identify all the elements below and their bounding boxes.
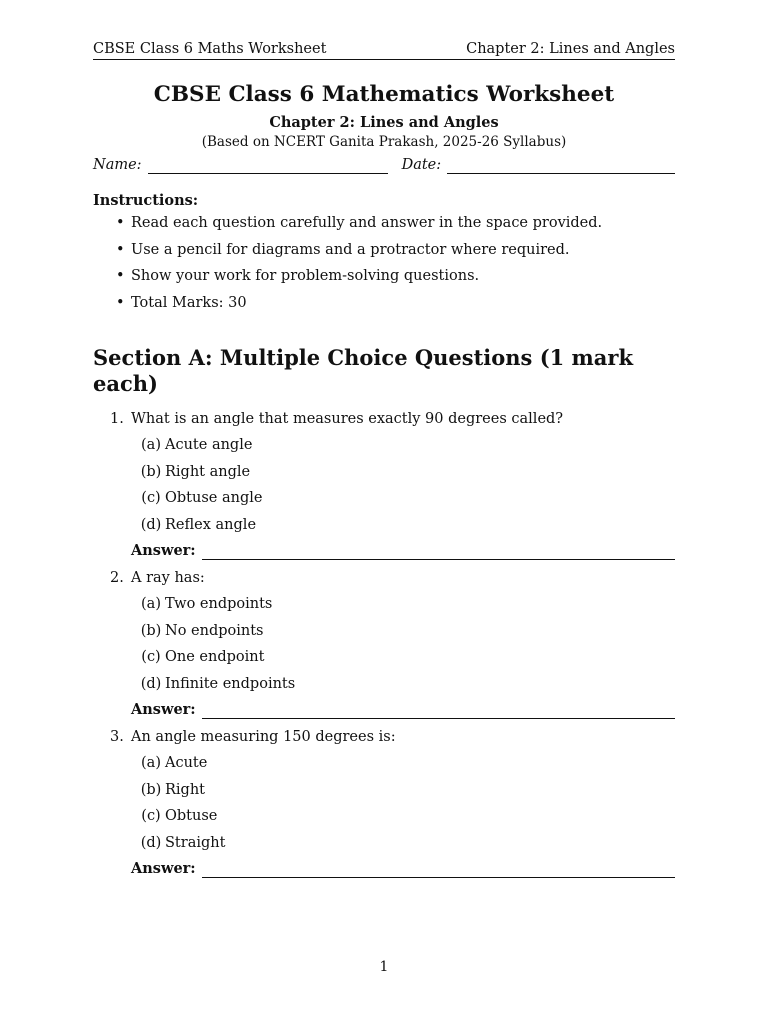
option-list [93, 595, 675, 693]
answer-row [93, 860, 675, 878]
option-letter: (a) [141, 437, 161, 453]
instruction-item [93, 214, 675, 232]
option-b [93, 781, 675, 799]
option-letter: (c) [141, 649, 161, 665]
bullet-icon: • [116, 294, 125, 311]
option-letter: (b) [140, 781, 162, 798]
instruction-text: Show your work for problem-solving questions. [131, 268, 480, 284]
bullet-icon: • [116, 241, 125, 258]
option-text: Acute angle [165, 437, 253, 453]
answer-row [93, 542, 675, 560]
option-d [93, 675, 675, 693]
instruction-item [93, 241, 675, 259]
question-1 [93, 410, 675, 561]
answer-label: Answer: [131, 860, 196, 877]
instructions-list [93, 214, 675, 312]
instruction-text: Read each question carefully and answer in the space provided. [131, 215, 603, 231]
instruction-text: Use a pencil for diagrams and a protractor where required. [131, 241, 570, 258]
option-list [93, 436, 675, 534]
option-a [93, 754, 675, 772]
header-left-text: CBSE Class 6 Maths Worksheet [93, 41, 327, 57]
option-letter: (a) [141, 755, 161, 771]
answer-field[interactable] [202, 704, 675, 719]
question-number: 3. [110, 728, 124, 745]
option-c [93, 489, 675, 507]
option-text: Infinite endpoints [165, 675, 296, 692]
option-c [93, 648, 675, 666]
date-field[interactable] [447, 159, 675, 174]
answer-label: Answer: [131, 701, 196, 718]
option-c [93, 807, 675, 825]
option-letter: (c) [141, 490, 161, 506]
name-date-row [93, 156, 675, 174]
option-text: Obtuse angle [165, 490, 263, 506]
instructions-heading: Instructions: [93, 192, 199, 209]
bullet-icon: • [116, 268, 125, 284]
question-3 [93, 728, 675, 879]
answer-field[interactable] [202, 863, 675, 878]
option-list [93, 754, 675, 852]
document-title: CBSE Class 6 Mathematics Worksheet [153, 82, 615, 107]
name-field[interactable] [148, 159, 388, 174]
instruction-text: Total Marks: 30 [131, 294, 247, 311]
section-a-heading: Section A: Multiple Choice Questions (1 mark each) [93, 344, 633, 396]
option-text: Right angle [165, 463, 251, 480]
date-label: Date: [401, 157, 442, 173]
option-letter: (b) [140, 463, 162, 480]
option-b [93, 622, 675, 640]
option-text: Right [165, 781, 206, 798]
question-list [93, 410, 675, 879]
option-letter: (c) [141, 808, 161, 824]
document-subtitle: Chapter 2: Lines and Angles [269, 114, 499, 131]
question-number: 2. [110, 569, 124, 586]
option-a [93, 595, 675, 613]
answer-field[interactable] [202, 545, 675, 560]
question-number: 1. [110, 410, 124, 427]
answer-row [93, 701, 675, 719]
option-text: Acute [165, 755, 208, 771]
bullet-icon: • [116, 215, 125, 231]
option-d [93, 516, 675, 534]
running-header [93, 40, 675, 60]
option-letter: (a) [141, 596, 161, 612]
option-text: Two endpoints [165, 596, 273, 612]
answer-label: Answer: [131, 542, 196, 559]
option-letter: (d) [140, 516, 162, 533]
option-text: One endpoint [165, 649, 265, 665]
instruction-item [93, 294, 675, 312]
syllabus-note: (Based on NCERT Ganita Prakash, 2025-26 Syllabus) [201, 134, 567, 150]
option-text: Reflex angle [165, 516, 257, 533]
option-text: Obtuse [165, 808, 218, 824]
option-text: Straight [165, 834, 226, 851]
page-number: 1 [379, 959, 389, 975]
option-text: No endpoints [165, 622, 264, 639]
question-text: An angle measuring 150 degrees is: [131, 728, 396, 745]
option-letter: (d) [140, 675, 162, 692]
question-text: What is an angle that measures exactly 90 degrees called? [131, 410, 564, 427]
name-label: Name: [93, 157, 142, 173]
header-right-text: Chapter 2: Lines and Angles [466, 41, 675, 57]
instruction-item [93, 267, 675, 285]
option-d [93, 834, 675, 852]
option-b [93, 463, 675, 481]
option-letter: (d) [140, 834, 162, 851]
option-a [93, 436, 675, 454]
question-2 [93, 569, 675, 720]
question-text: A ray has: [131, 569, 205, 586]
worksheet-page [93, 40, 675, 887]
option-letter: (b) [140, 622, 162, 639]
